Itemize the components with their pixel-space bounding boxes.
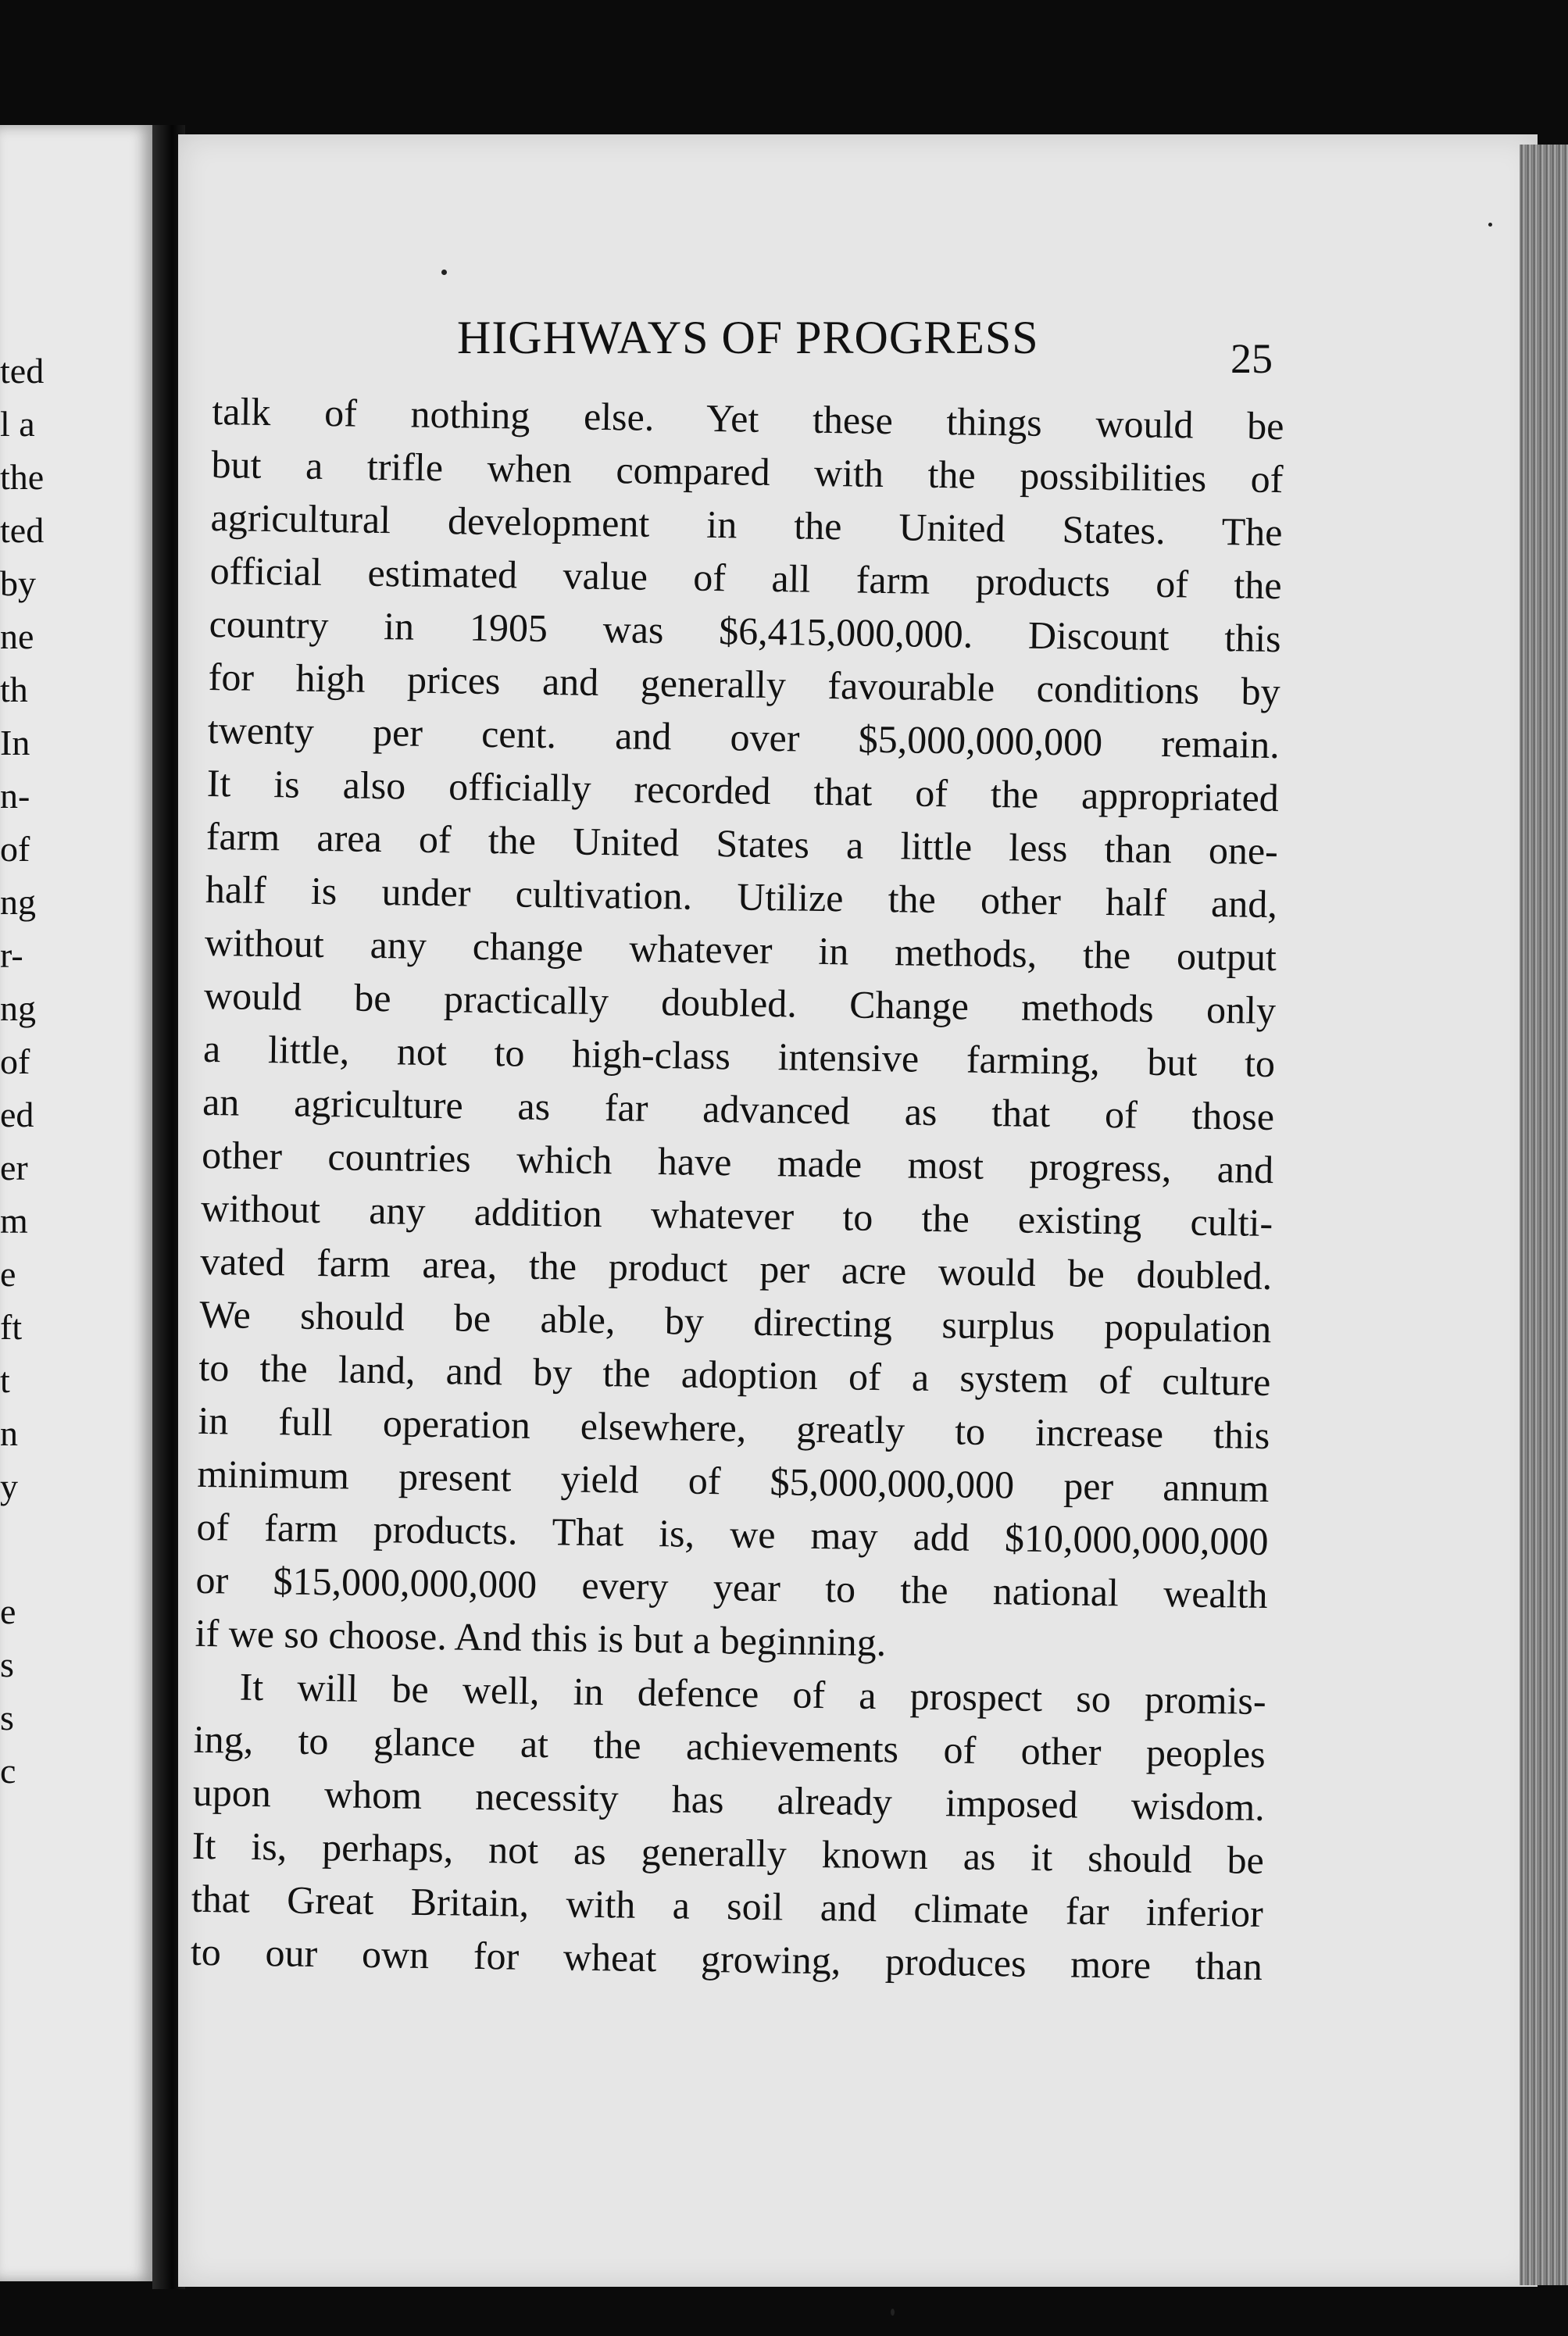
text-line: vated farm area, the product per acre would be doubled. xyxy=(199,1238,1273,1298)
scan-speck xyxy=(1488,223,1492,227)
facing-page-fragment: e xyxy=(0,1591,16,1631)
text-line: without any addition whatever to the existing culti- xyxy=(200,1185,1273,1245)
body-text xyxy=(191,384,1284,1993)
text-line: upon whom necessity has already imposed wisdom. xyxy=(192,1770,1266,1829)
text-line: agricultural development in the United States. The xyxy=(210,495,1283,555)
text-line: that Great Britain, with a soil and climate far inferior xyxy=(191,1876,1264,1935)
text-line: but a trifle when compared with the possibilities of xyxy=(211,441,1284,502)
text-line: farm area of the United States a little less than one- xyxy=(205,813,1279,873)
facing-page-fragment: t xyxy=(0,1360,10,1400)
text-line: in full operation elsewhere, greatly to increase this xyxy=(198,1398,1270,1458)
page-number: 25 xyxy=(1230,335,1273,382)
facing-page-fragment: l a xyxy=(0,404,35,444)
text-line: an agriculture as far advanced as that of those xyxy=(202,1079,1275,1139)
facing-page-fragment: er xyxy=(0,1148,28,1188)
facing-page-fragment: y xyxy=(0,1466,18,1506)
scan-speck xyxy=(441,270,447,275)
text-line: to the land, and by the adoption of a system of culture xyxy=(198,1345,1271,1405)
page-edges xyxy=(1520,145,1568,2285)
facing-page-fragment: ng xyxy=(0,988,36,1028)
facing-page-fragment: e xyxy=(0,1254,16,1294)
text-line: a little, not to high-class intensive farming, but to xyxy=(202,1026,1276,1086)
text-line: to our own for wheat growing, produces more than xyxy=(190,1929,1263,1988)
facing-page-fragment: ted xyxy=(0,351,45,391)
text-line: twenty per cent. and over $5,000,000,000 remain. xyxy=(207,707,1280,767)
text-line: It is, perhaps, not as generally known as it should be xyxy=(191,1823,1265,1882)
text-line: for high prices and generally favourable conditions by xyxy=(208,654,1281,714)
facing-page-fragment: In xyxy=(0,723,30,763)
facing-page-fragment: s xyxy=(0,1645,14,1684)
facing-page-fragment: s xyxy=(0,1698,14,1738)
facing-page-fragment: of xyxy=(0,829,30,869)
facing-page-fragment: m xyxy=(0,1201,28,1241)
text-line: It will be well, in defence of a prospect so promis- xyxy=(239,1664,1266,1723)
text-line: would be practically doubled. Change methods only xyxy=(203,973,1277,1033)
facing-page-fragment: of xyxy=(0,1041,30,1081)
facing-page-fragment: ne xyxy=(0,616,34,656)
text-line: talk of nothing else. Yet these things would be xyxy=(212,388,1284,448)
facing-page xyxy=(0,125,152,2281)
facing-page-fragment: th xyxy=(0,670,28,709)
text-line: half is under cultivation. Utilize the other half and, xyxy=(205,866,1278,927)
text-line: other countries which have made most progress, and xyxy=(201,1132,1274,1192)
scan-speck xyxy=(891,2309,895,2316)
text-line: without any change whatever in methods, the output xyxy=(204,920,1277,980)
text-line: or $15,000,000,000 every year to the national wealth xyxy=(195,1557,1268,1617)
facing-page-fragment: c xyxy=(0,1751,16,1791)
text-line: ing, to glance at the achievements of other peoples xyxy=(193,1716,1266,1776)
facing-page-fragment: n- xyxy=(0,776,30,816)
facing-page-fragment: r- xyxy=(0,935,23,975)
text-line: of farm products. That is, we may add $10,000,000,000 xyxy=(196,1504,1269,1564)
text-line: minimum present yield of $5,000,000,000 per annum xyxy=(197,1451,1270,1511)
text-line: if we so choose. And this is but a beginning. xyxy=(195,1610,887,1665)
facing-page-fragment: by xyxy=(0,563,36,603)
facing-page-fragment: ng xyxy=(0,882,36,922)
facing-page-fragment: ted xyxy=(0,510,45,550)
text-line: country in 1905 was $6,415,000,000. Discount this xyxy=(209,601,1281,661)
facing-page-fragment: ed xyxy=(0,1095,34,1134)
text-line: We should be able, by directing surplus population xyxy=(198,1291,1272,1352)
facing-page-fragment: the xyxy=(0,457,45,497)
running-title: HIGHWAYS OF PROGRESS xyxy=(457,312,1039,363)
text-line: official estimated value of all farm products of the xyxy=(209,548,1282,608)
text-line: It is also officially recorded that of the appropriated xyxy=(206,760,1280,820)
facing-page-fragment: ft xyxy=(0,1307,23,1347)
facing-page-fragment: n xyxy=(0,1413,18,1453)
